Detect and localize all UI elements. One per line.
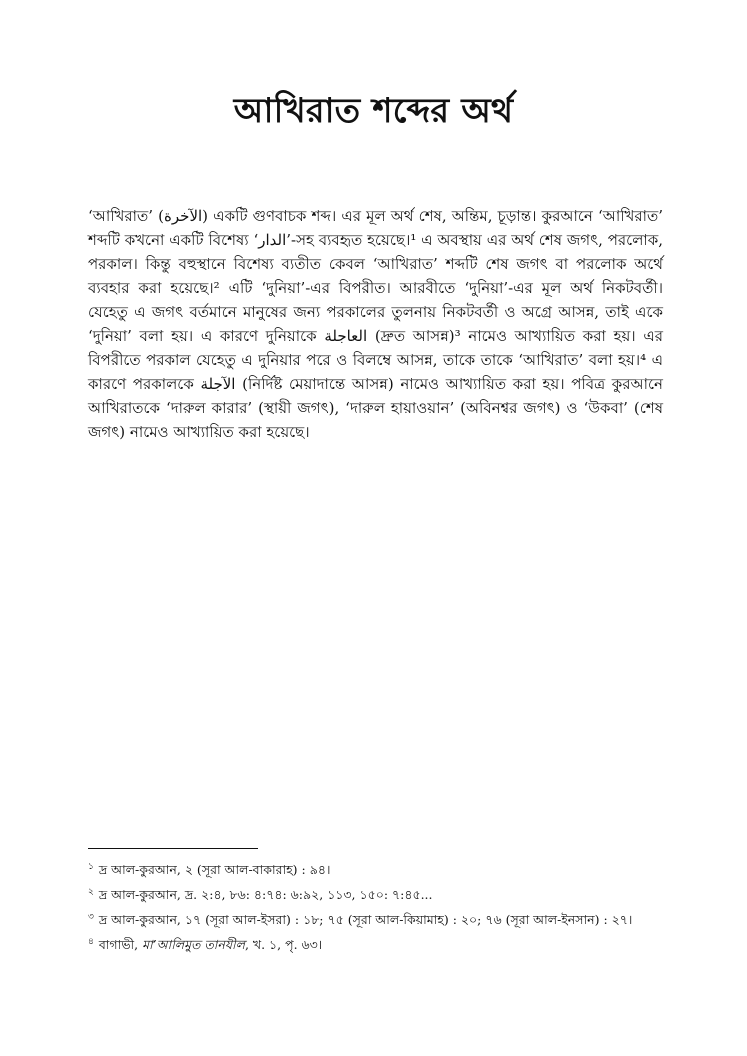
footnote-text: দ্র আল-কুরআন, ২ (সূরা আল-বাকারাহ) : ৯৪।: [98, 862, 331, 878]
book-title: মা’আলিমুত তানযীল: [142, 937, 245, 953]
footnote-item: [88, 906, 663, 931]
footnote-text: দ্র আল-কুরআন, দ্র. ২:৪, ৮৬: ৪:৭৪: ৬:৯২, ১১৩, ১৫০: ৭:৪৫...: [98, 887, 433, 903]
footnote-item: [88, 856, 663, 881]
footnote-list: [88, 856, 663, 957]
footnote-text-prefix: বাগাভী,: [98, 937, 143, 953]
footnote-text-suffix: , খ. ১, পৃ. ৬৩।: [244, 937, 323, 953]
footnote-marker: ৪: [88, 937, 94, 948]
footnote-marker: ৩: [88, 912, 94, 923]
main-paragraph: ‘আখিরাত’ (الآخرة) একটি গুণবাচক শব্দ। এর মূল অর্থ শেষ, অন্তিম, চূড়ান্ত। কুরআনে ‘আখিরাত’ শব্দটি কখনো একটি বিশেষ্য ‘الدار’-সহ ব্যবহৃত হয়েছে।¹ এ অবস্থায় এর অর্থ শেষ জগৎ, পরলোক, পরকাল। কিন্তু বহুস্থানে বিশেষ্য ব্যতীত কেবল ‘আখিরাত’ শব্দটি শেষ জগৎ বা পরলোক অর্থে ব্যবহার করা হয়েছে।² এটি ‘দুনিয়া’-এর বিপরীত। আরবীতে ‘দুনিয়া’-এর মূল অর্থ নিকটবর্তী। যেহেতু এ জগৎ বর্তমানে মানুষের জন্য পরকালের তুলনায় নিকটবর্তী ও অগ্রে আসন্ন, তাই একে ‘দুনিয়া’ বলা হয়। এ কারণে দুনিয়াকে العاجلة (দ্রুত আসন্ন)³ নামেও আখ্যায়িত করা হয়। এর বিপরীতে পরকাল যেহেতু এ দুনিয়ার পরে ও বিলম্বে আসন্ন, তাকে তাকে ‘আখিরাত’ বলা হয়।⁴ এ কারণে পরকালকে الآجلة (নির্দিষ্ট মেয়াদান্তে আসন্ন) নামেও আখ্যায়িত করা হয়। পবিত্র কুরআনে আখিরাতকে ‘দারুল কারার’ (স্থায়ী জগৎ), ‘দারুল হায়াওয়ান’ (অবিনশ্বর জগৎ) ও ‘উকবা’ (শেষ জগৎ) নামেও আখ্যায়িত করা হয়েছে।: [88, 207, 663, 441]
footnote-text: দ্র আল-কুরআন, ১৭ (সূরা আল-ইসরা) : ১৮; ৭৫ (সূরা আল-কিয়ামাহ) : ২০; ৭৬ (সূরা আল-ইনসান) : ২৭।: [98, 912, 633, 928]
footnote-separator: [88, 848, 258, 849]
footnote-marker: ২: [88, 887, 94, 898]
footnote-marker: ১: [88, 862, 94, 872]
footnote-item: [88, 931, 663, 956]
page-title: আখিরাত শব্দের অর্থ: [233, 91, 514, 131]
footnote-item: [88, 881, 663, 906]
